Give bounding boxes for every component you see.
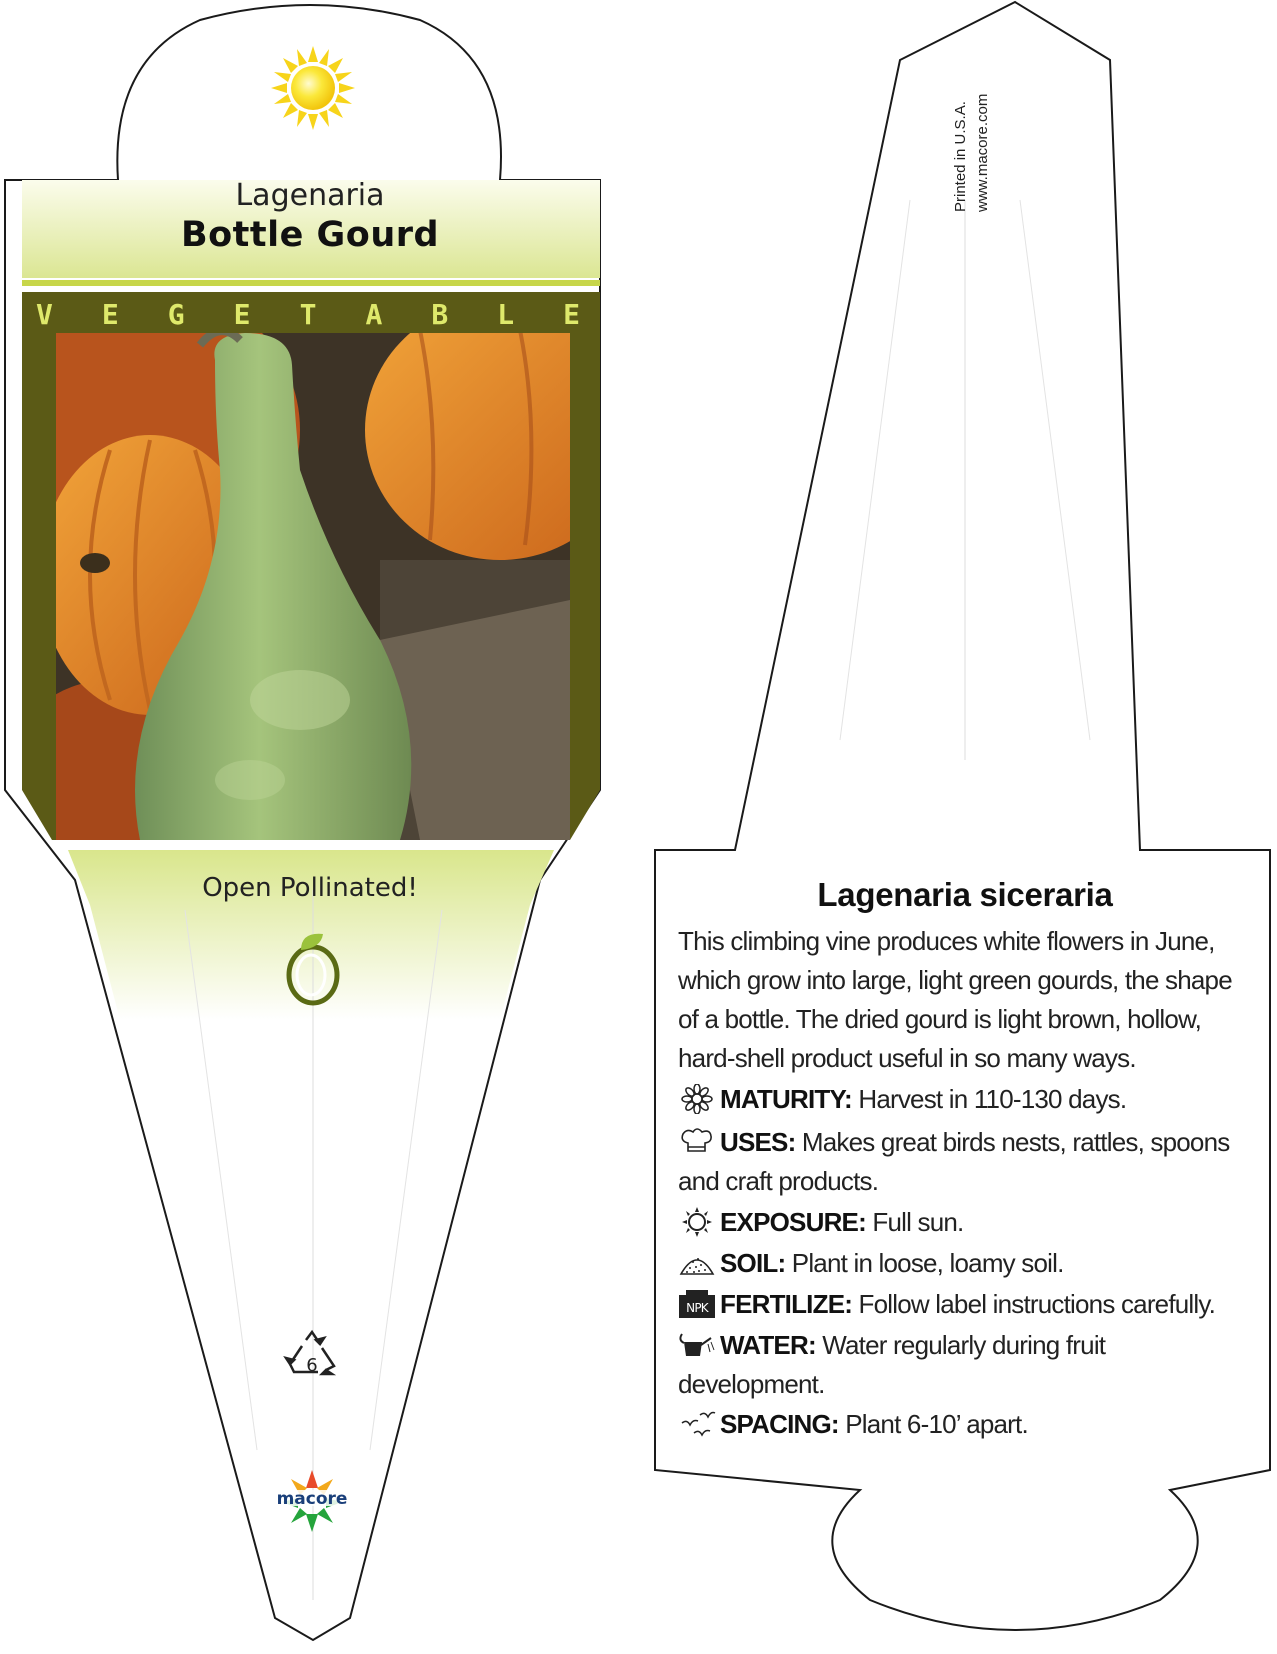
spacing-sprouts-icon bbox=[678, 1409, 716, 1439]
botanical-name: Lagenaria siceraria bbox=[817, 876, 1113, 913]
category-letter: L bbox=[497, 297, 515, 331]
category-letter: V bbox=[36, 297, 53, 331]
tagline: Open Pollinated! bbox=[202, 873, 418, 903]
care-label: WATER: bbox=[720, 1330, 816, 1360]
category-banner bbox=[28, 296, 588, 332]
care-fertilize bbox=[678, 1285, 1258, 1324]
sun-exposure-icon bbox=[271, 46, 355, 130]
category-letter: E bbox=[233, 297, 251, 331]
soil-pile-icon bbox=[678, 1248, 716, 1278]
care-label: USES: bbox=[720, 1127, 796, 1157]
gourd-photo bbox=[0, 280, 635, 860]
watering-can-icon bbox=[678, 1330, 716, 1360]
care-text: Harvest in 110-130 days. bbox=[858, 1084, 1127, 1114]
category-letter: G bbox=[167, 297, 185, 331]
description: This climbing vine produces white flowers in June, which grow into large, light green gourds, the shape of a bottle. The dried gourd is light brown, hollow, hard-shell product useful in so many ways. bbox=[678, 926, 1232, 1073]
care-label: FERTILIZE: bbox=[720, 1289, 853, 1319]
category-letter: B bbox=[431, 297, 449, 331]
care-text: Follow label instructions carefully. bbox=[858, 1289, 1216, 1319]
care-uses bbox=[678, 1123, 1258, 1201]
care-label: MATURITY: bbox=[720, 1084, 852, 1114]
care-text: Makes great birds nests, rattles, spoons and craft products. bbox=[678, 1127, 1230, 1196]
care-maturity bbox=[678, 1080, 1258, 1119]
care-text: Water regularly during fruit development. bbox=[678, 1330, 1106, 1399]
care-label: SPACING: bbox=[720, 1409, 839, 1439]
printed-in: Printed in U.S.A. bbox=[952, 101, 969, 212]
care-text: Plant in loose, loamy soil. bbox=[791, 1248, 1064, 1278]
care-label: SOIL: bbox=[720, 1248, 786, 1278]
care-text: Plant 6-10’ apart. bbox=[845, 1409, 1028, 1439]
care-water bbox=[678, 1326, 1258, 1404]
recycle-code: 6 bbox=[306, 1355, 318, 1376]
care-soil bbox=[678, 1244, 1258, 1283]
sun-icon bbox=[678, 1207, 716, 1237]
chef-hat-icon bbox=[678, 1127, 716, 1157]
care-exposure bbox=[678, 1203, 1258, 1242]
flower-icon bbox=[678, 1084, 716, 1114]
care-spacing bbox=[678, 1405, 1258, 1444]
website: www.macore.com bbox=[974, 93, 991, 212]
care-label: EXPOSURE: bbox=[720, 1207, 866, 1237]
genus-name: Lagenaria bbox=[235, 178, 385, 213]
brand-name: macore bbox=[276, 1489, 348, 1509]
category-letter: T bbox=[299, 297, 317, 331]
svg-text:NPK: NPK bbox=[686, 1301, 708, 1315]
npk-fertilizer-icon bbox=[678, 1289, 716, 1319]
category-letter: A bbox=[365, 297, 383, 331]
care-text: Full sun. bbox=[872, 1207, 964, 1237]
category-letter: E bbox=[101, 297, 119, 331]
category-letter: E bbox=[563, 297, 580, 331]
common-name: Bottle Gourd bbox=[180, 215, 440, 255]
